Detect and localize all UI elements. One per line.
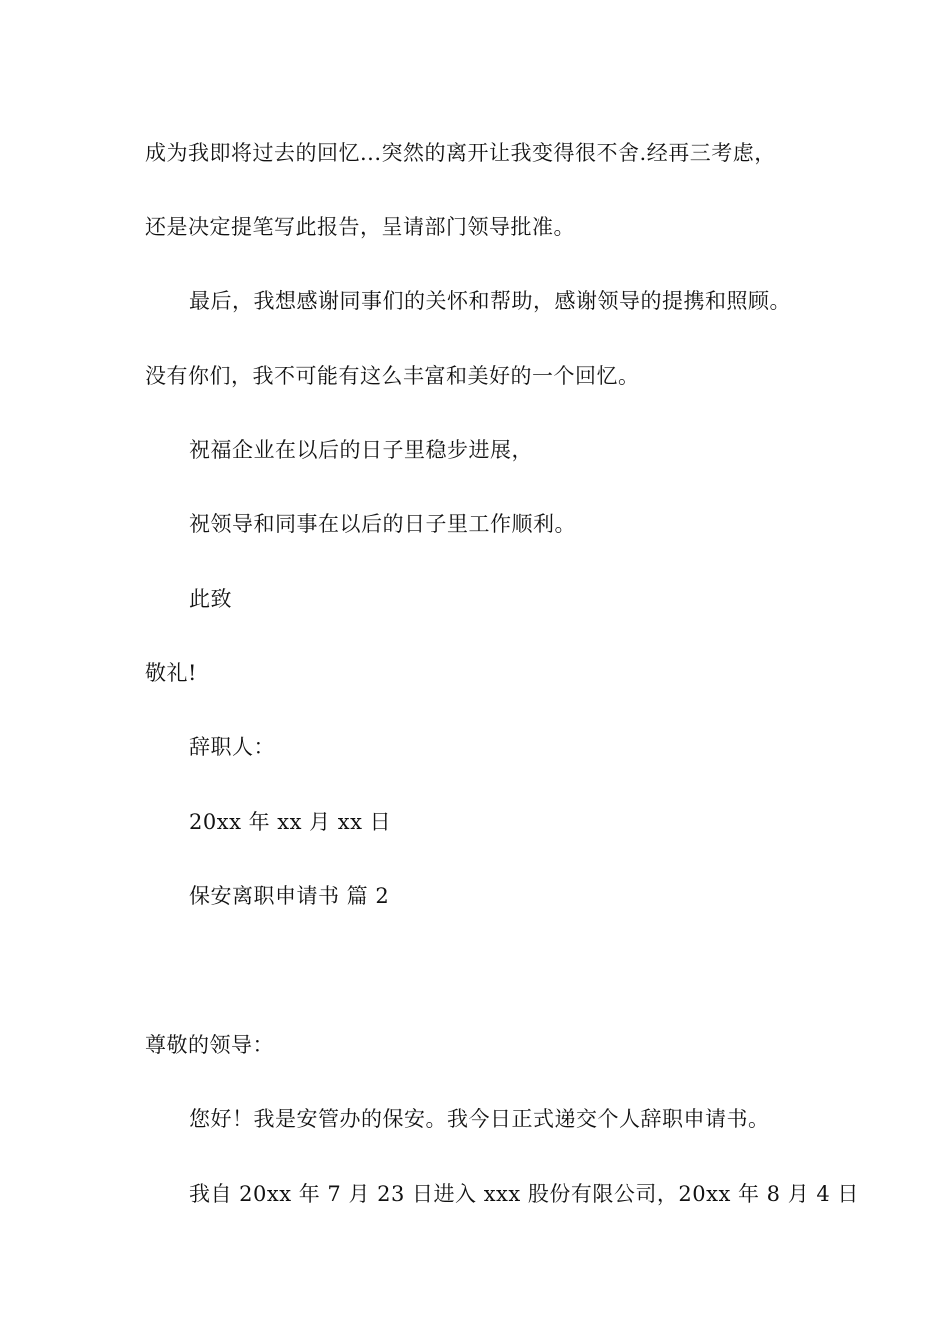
greeting: 尊敬的领导： [145,1033,274,1057]
signature-label: 辞职人： [189,735,275,759]
paragraph-line: 没有你们，我不可能有这么丰富和美好的一个回忆。 [145,364,640,388]
paragraph-line: 您好！我是安管办的保安。我今日正式递交个人辞职申请书。 [189,1107,770,1131]
paragraph-line: 我自 20xx 年 7 月 23 日进入 xxx 股份有限公司，20xx 年 8 月 4 日 [189,1182,859,1206]
date-line: 20xx 年 xx 月 xx 日 [189,810,392,834]
paragraph-line: 最后，我想感谢同事们的关怀和帮助，感谢领导的提携和照顾。 [189,289,791,313]
paragraph-line: 祝领导和同事在以后的日子里工作顺利。 [189,512,576,536]
paragraph-line: 祝福企业在以后的日子里稳步进展， [189,438,533,462]
closing-salutation: 此致 [189,587,232,611]
paragraph-line: 成为我即将过去的回忆...突然的离开让我变得很不舍.经再三考虑， [145,141,776,165]
paragraph-line: 还是决定提笔写此报告，呈请部门领导批准。 [145,215,575,239]
section-title: 保安离职申请书 篇 2 [189,884,390,908]
closing-regards: 敬礼! [145,661,197,685]
